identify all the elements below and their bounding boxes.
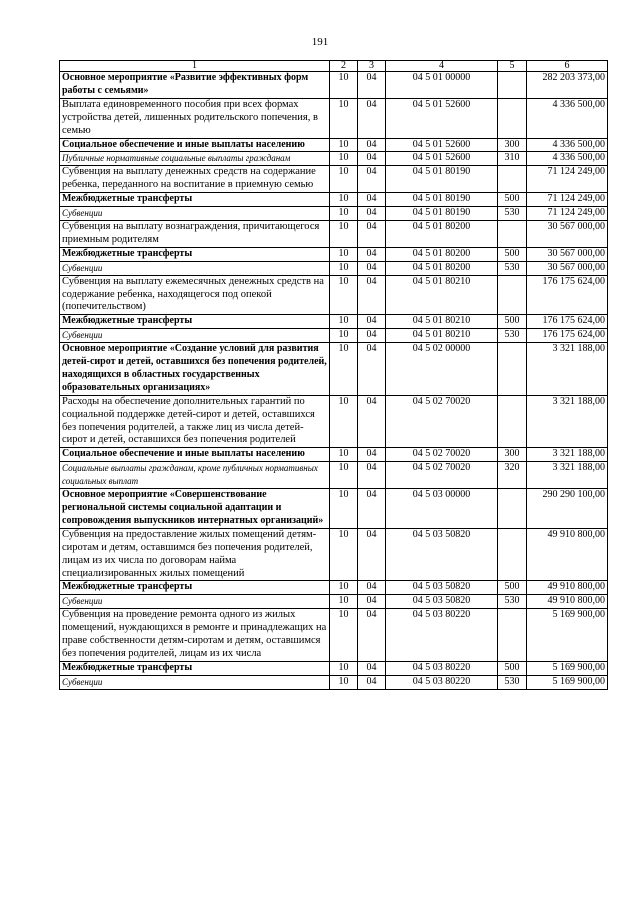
section-cell: 10: [330, 261, 358, 275]
row-name-cell: Субвенция на выплату ежемесячных денежных средств на содержание ребенка, находящегося под опекой (попечительством): [60, 275, 330, 315]
amount-cell: 3 321 188,00: [527, 448, 608, 462]
row-name-cell: Субвенция на проведение ремонта одного из жилых помещений, нуждающихся в ремонте и принадлежащих на праве собственности детям-сиротам и детям, оставшимся без попечения родителей, лицам из их числа: [60, 609, 330, 662]
subsection-cell: 04: [358, 138, 386, 152]
table-row: [60, 462, 608, 489]
table-row: [60, 581, 608, 595]
table-row: [60, 315, 608, 329]
expense-type-cell: 500: [498, 315, 527, 329]
row-name-cell: Субвенции: [60, 261, 330, 275]
section-cell: 10: [330, 98, 358, 138]
row-name-cell: Межбюджетные трансферты: [60, 581, 330, 595]
target-article-cell: 04 5 01 52600: [386, 152, 498, 166]
subsection-cell: 04: [358, 609, 386, 662]
amount-cell: 49 910 800,00: [527, 581, 608, 595]
expense-type-cell: [498, 72, 527, 99]
section-cell: 10: [330, 343, 358, 396]
row-name-cell: Межбюджетные трансферты: [60, 315, 330, 329]
section-cell: 10: [330, 152, 358, 166]
header-row: [60, 61, 608, 72]
subsection-cell: 04: [358, 247, 386, 261]
expense-type-cell: 530: [498, 595, 527, 609]
target-article-cell: 04 5 02 70020: [386, 462, 498, 489]
amount-cell: 71 124 249,00: [527, 207, 608, 221]
subsection-cell: 04: [358, 462, 386, 489]
expense-type-cell: [498, 343, 527, 396]
table-row: [60, 489, 608, 529]
expense-type-cell: 300: [498, 448, 527, 462]
amount-cell: 5 169 900,00: [527, 609, 608, 662]
expense-type-cell: 500: [498, 247, 527, 261]
expense-type-cell: 500: [498, 661, 527, 675]
subsection-cell: 04: [358, 261, 386, 275]
table-row: [60, 166, 608, 193]
expense-type-cell: 530: [498, 261, 527, 275]
row-name-cell: Социальное обеспечение и иные выплаты населению: [60, 448, 330, 462]
subsection-cell: 04: [358, 193, 386, 207]
budget-table-body: [60, 61, 608, 690]
row-name-cell: Субвенции: [60, 675, 330, 689]
subsection-cell: 04: [358, 166, 386, 193]
section-cell: 10: [330, 220, 358, 247]
amount-cell: 71 124 249,00: [527, 193, 608, 207]
subsection-cell: 04: [358, 98, 386, 138]
header-cell: 4: [386, 61, 498, 72]
subsection-cell: 04: [358, 395, 386, 448]
section-cell: 10: [330, 166, 358, 193]
amount-cell: 176 175 624,00: [527, 329, 608, 343]
target-article-cell: 04 5 03 50820: [386, 595, 498, 609]
subsection-cell: 04: [358, 343, 386, 396]
section-cell: 10: [330, 315, 358, 329]
amount-cell: 4 336 500,00: [527, 138, 608, 152]
target-article-cell: 04 5 01 52600: [386, 98, 498, 138]
row-name-cell: Публичные нормативные социальные выплаты гражданам: [60, 152, 330, 166]
row-name-cell: Социальные выплаты гражданам, кроме публичных нормативных социальных выплат: [60, 462, 330, 489]
subsection-cell: 04: [358, 675, 386, 689]
expense-type-cell: [498, 220, 527, 247]
row-name-cell: Расходы на обеспечение дополнительных гарантий по социальной поддержке детей-сирот и детей, оставшихся без попечения родителей, а также лиц из числа детей-сирот и детей, оставшихся без попечения родителей: [60, 395, 330, 448]
target-article-cell: 04 5 03 50820: [386, 581, 498, 595]
amount-cell: 49 910 800,00: [527, 595, 608, 609]
section-cell: 10: [330, 462, 358, 489]
target-article-cell: 04 5 01 80200: [386, 220, 498, 247]
row-name-cell: Субвенции: [60, 329, 330, 343]
table-row: [60, 343, 608, 396]
table-row: [60, 152, 608, 166]
expense-type-cell: [498, 166, 527, 193]
subsection-cell: 04: [358, 220, 386, 247]
row-name-cell: Межбюджетные трансферты: [60, 193, 330, 207]
amount-cell: 282 203 373,00: [527, 72, 608, 99]
header-cell: 6: [527, 61, 608, 72]
row-name-cell: Субвенции: [60, 595, 330, 609]
target-article-cell: 04 5 01 80200: [386, 261, 498, 275]
target-article-cell: 04 5 01 80190: [386, 193, 498, 207]
amount-cell: 49 910 800,00: [527, 528, 608, 581]
row-name-cell: Выплата единовременного пособия при всех формах устройства детей, лишенных родительского попечения, в семью: [60, 98, 330, 138]
row-name-cell: Основное мероприятие «Совершенствование региональной системы социальной адаптации и сопровождения выпускников интернатных организаций»: [60, 489, 330, 529]
subsection-cell: 04: [358, 152, 386, 166]
target-article-cell: 04 5 01 80190: [386, 207, 498, 221]
section-cell: 10: [330, 675, 358, 689]
table-row: [60, 661, 608, 675]
row-name-cell: Субвенции: [60, 207, 330, 221]
expense-type-cell: 530: [498, 329, 527, 343]
subsection-cell: 04: [358, 448, 386, 462]
section-cell: 10: [330, 448, 358, 462]
target-article-cell: 04 5 01 80190: [386, 166, 498, 193]
expense-type-cell: 500: [498, 193, 527, 207]
amount-cell: 5 169 900,00: [527, 675, 608, 689]
target-article-cell: 04 5 02 00000: [386, 343, 498, 396]
section-cell: 10: [330, 661, 358, 675]
amount-cell: 3 321 188,00: [527, 462, 608, 489]
row-name-cell: Социальное обеспечение и иные выплаты населению: [60, 138, 330, 152]
table-row: [60, 193, 608, 207]
header-cell: 3: [358, 61, 386, 72]
header-cell: 2: [330, 61, 358, 72]
target-article-cell: 04 5 03 50820: [386, 528, 498, 581]
section-cell: 10: [330, 72, 358, 99]
section-cell: 10: [330, 247, 358, 261]
subsection-cell: 04: [358, 275, 386, 315]
target-article-cell: 04 5 01 52600: [386, 138, 498, 152]
amount-cell: 30 567 000,00: [527, 247, 608, 261]
expense-type-cell: [498, 489, 527, 529]
subsection-cell: 04: [358, 329, 386, 343]
section-cell: 10: [330, 138, 358, 152]
table-row: [60, 72, 608, 99]
table-row: [60, 207, 608, 221]
expense-type-cell: 320: [498, 462, 527, 489]
subsection-cell: 04: [358, 315, 386, 329]
table-row: [60, 261, 608, 275]
target-article-cell: 04 5 01 80210: [386, 315, 498, 329]
expense-type-cell: 500: [498, 581, 527, 595]
table-row: [60, 247, 608, 261]
expense-type-cell: [498, 275, 527, 315]
header-cell: 5: [498, 61, 527, 72]
page-number: 191: [311, 36, 329, 48]
section-cell: 10: [330, 489, 358, 529]
section-cell: 10: [330, 329, 358, 343]
budget-table: [59, 60, 608, 690]
table-row: [60, 448, 608, 462]
subsection-cell: 04: [358, 72, 386, 99]
amount-cell: 176 175 624,00: [527, 315, 608, 329]
table-row: [60, 98, 608, 138]
expense-type-cell: 530: [498, 675, 527, 689]
row-name-cell: Основное мероприятие «Создание условий для развития детей-сирот и детей, оставшихся без попечения родителей, находящихся в областных государственных образовательных организациях»: [60, 343, 330, 396]
section-cell: 10: [330, 395, 358, 448]
table-row: [60, 138, 608, 152]
section-cell: 10: [330, 595, 358, 609]
header-cell: 1: [60, 61, 330, 72]
target-article-cell: 04 5 03 80220: [386, 661, 498, 675]
amount-cell: 4 336 500,00: [527, 98, 608, 138]
target-article-cell: 04 5 01 80210: [386, 329, 498, 343]
table-row: [60, 675, 608, 689]
target-article-cell: 04 5 01 00000: [386, 72, 498, 99]
amount-cell: 30 567 000,00: [527, 220, 608, 247]
target-article-cell: 04 5 02 70020: [386, 395, 498, 448]
expense-type-cell: 310: [498, 152, 527, 166]
target-article-cell: 04 5 03 00000: [386, 489, 498, 529]
target-article-cell: 04 5 01 80210: [386, 275, 498, 315]
expense-type-cell: [498, 98, 527, 138]
subsection-cell: 04: [358, 595, 386, 609]
amount-cell: 290 290 100,00: [527, 489, 608, 529]
section-cell: 10: [330, 193, 358, 207]
subsection-cell: 04: [358, 489, 386, 529]
table-row: [60, 220, 608, 247]
target-article-cell: 04 5 03 80220: [386, 609, 498, 662]
expense-type-cell: 300: [498, 138, 527, 152]
row-name-cell: Субвенция на выплату денежных средств на содержание ребенка, переданного на воспитание в приемную семью: [60, 166, 330, 193]
amount-cell: 3 321 188,00: [527, 395, 608, 448]
amount-cell: 3 321 188,00: [527, 343, 608, 396]
row-name-cell: Межбюджетные трансферты: [60, 247, 330, 261]
subsection-cell: 04: [358, 528, 386, 581]
section-cell: 10: [330, 581, 358, 595]
row-name-cell: Субвенция на предоставление жилых помещений детям-сиротам и детям, оставшимся без попечения родителей, лицам из их числа по договорам найма специализированных жилых помещений: [60, 528, 330, 581]
table-row: [60, 275, 608, 315]
target-article-cell: 04 5 01 80200: [386, 247, 498, 261]
row-name-cell: Межбюджетные трансферты: [60, 661, 330, 675]
expense-type-cell: [498, 395, 527, 448]
subsection-cell: 04: [358, 661, 386, 675]
expense-type-cell: [498, 609, 527, 662]
expense-type-cell: 530: [498, 207, 527, 221]
amount-cell: 4 336 500,00: [527, 152, 608, 166]
row-name-cell: Субвенция на выплату вознаграждения, причитающегося приемным родителям: [60, 220, 330, 247]
amount-cell: 5 169 900,00: [527, 661, 608, 675]
subsection-cell: 04: [358, 207, 386, 221]
target-article-cell: 04 5 03 80220: [386, 675, 498, 689]
table-row: [60, 395, 608, 448]
table-row: [60, 595, 608, 609]
amount-cell: 30 567 000,00: [527, 261, 608, 275]
table-row: [60, 329, 608, 343]
section-cell: 10: [330, 528, 358, 581]
table-row: [60, 528, 608, 581]
section-cell: 10: [330, 275, 358, 315]
target-article-cell: 04 5 02 70020: [386, 448, 498, 462]
row-name-cell: Основное мероприятие «Развитие эффективных форм работы с семьями»: [60, 72, 330, 99]
table-row: [60, 609, 608, 662]
expense-type-cell: [498, 528, 527, 581]
section-cell: 10: [330, 609, 358, 662]
section-cell: 10: [330, 207, 358, 221]
amount-cell: 176 175 624,00: [527, 275, 608, 315]
amount-cell: 71 124 249,00: [527, 166, 608, 193]
subsection-cell: 04: [358, 581, 386, 595]
